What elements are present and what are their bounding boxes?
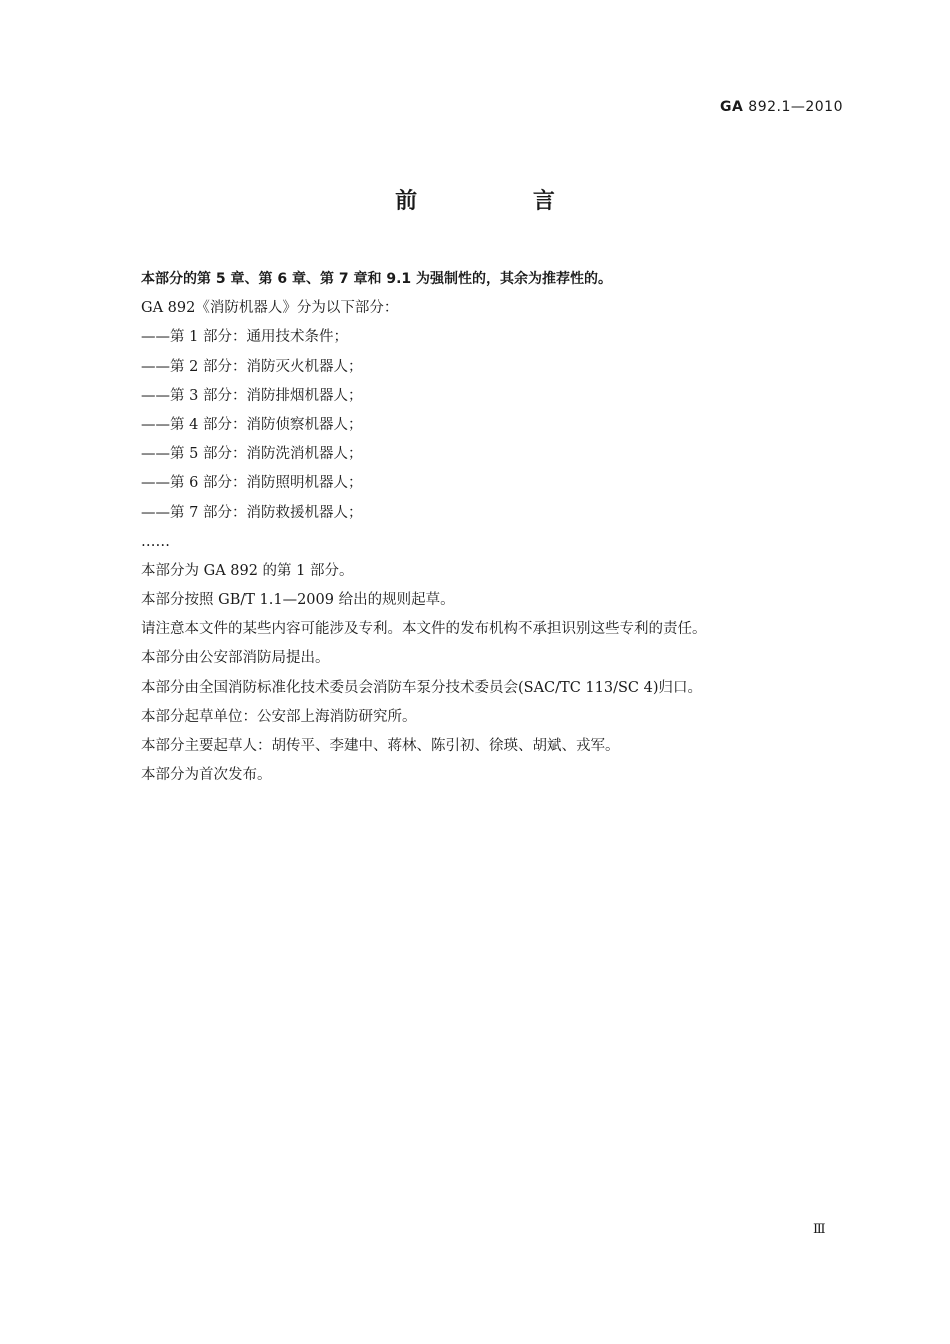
list-item-part-4: ——第 4 部分：消防侦察机器人； [141,416,363,433]
page-title: 前 言 [395,189,609,214]
page-number: Ⅲ [813,1222,826,1237]
paragraph-patent-notice: 请注意本文件的某些内容可能涉及专利。本文件的发布机构不承担识别这些专利的责任。 [141,621,707,638]
list-item-part-2: ——第 2 部分：消防灭火机器人； [141,358,363,375]
paragraph-committee: 本部分由全国消防标准化技术委员会消防车泵分技术委员会(SAC/TC 113/SC 4)归口。 [141,679,702,696]
list-ellipsis: …… [141,533,170,550]
document-code-number: 892.1—2010 [748,99,843,115]
paragraph-part-statement: 本部分为 GA 892 的第 1 部分。 [141,562,354,579]
document-code [720,99,843,115]
paragraph-drafting-unit: 本部分起草单位：公安部上海消防研究所。 [141,708,417,725]
paragraph-parts-intro: GA 892《消防机器人》分为以下部分： [141,300,399,317]
list-item-part-3: ——第 3 部分：消防排烟机器人； [141,387,363,404]
list-item-part-5: ——第 5 部分：消防洗消机器人； [141,446,363,463]
document-code-prefix: GA [720,99,744,115]
list-item-part-1: ——第 1 部分：通用技术条件； [141,329,348,346]
foreword-body [141,265,841,790]
paragraph-proposer: 本部分由公安部消防局提出。 [141,650,330,667]
paragraph-drafters: 本部分主要起草人：胡传平、李建中、蒋林、陈引初、徐瑛、胡斌、戎军。 [141,738,620,754]
paragraph-drafting-rules: 本部分按照 GB/T 1.1—2009 给出的规则起草。 [141,592,455,609]
list-item-part-6: ——第 6 部分：消防照明机器人； [141,475,363,492]
paragraph-first-release: 本部分为首次发布。 [141,767,272,784]
paragraph-mandatory-statement: 本部分的第 5 章、第 6 章、第 7 章和 9.1 为强制性的，其余为推荐性的。 [141,271,613,287]
list-item-part-7: ——第 7 部分：消防救援机器人； [141,504,363,521]
